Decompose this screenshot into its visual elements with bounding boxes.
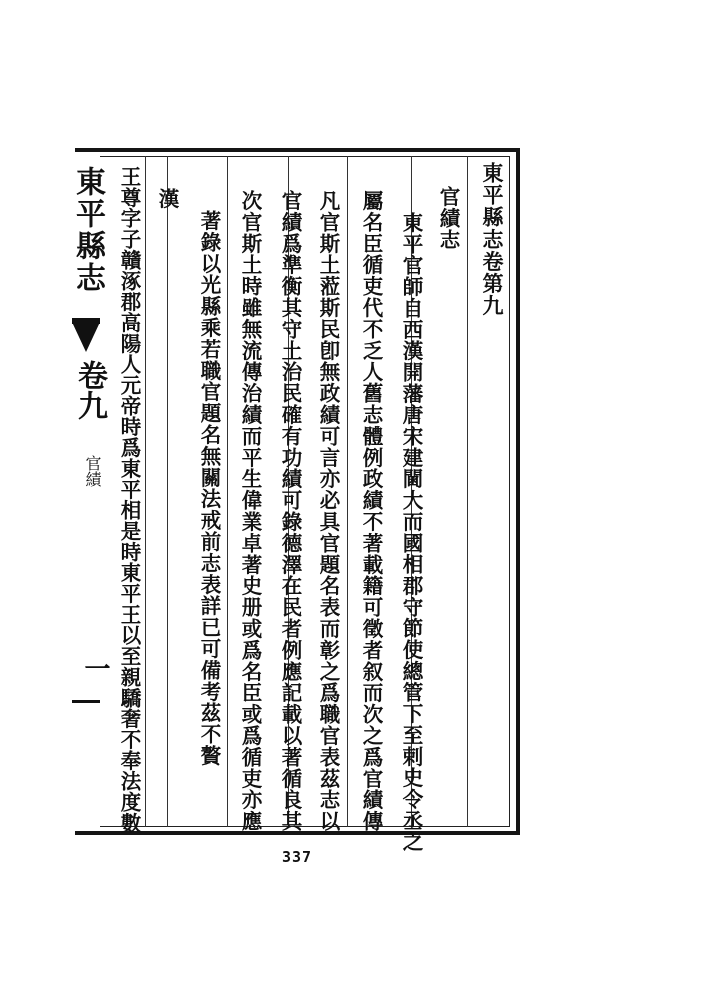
margin-volume: 卷九 [72, 360, 107, 420]
text-column-7: 王尊字子贛涿郡高陽人元帝時爲東平相是時東平王以至親驕奢不奉法度數 [117, 166, 141, 834]
text-column-3: 凡官斯土蒞斯民卽無政績可言亦必具官題名表而彰之爲職官表茲志以 [316, 190, 340, 832]
page-number: 337 [282, 848, 313, 866]
margin-bar [72, 700, 100, 703]
fish-tail-mark [72, 322, 100, 352]
section-heading: 官績志 [436, 186, 460, 251]
dynasty-heading: 漢 [155, 188, 179, 210]
margin-book-title: 東平縣志 [70, 166, 105, 294]
margin-section: 官績 [83, 455, 102, 487]
column-rule [227, 156, 228, 827]
column-rule [145, 156, 146, 827]
text-column-6: 著錄以光縣乘若職官題名無關法戒前志表詳已可備考茲不贅 [197, 210, 221, 767]
text-column-1: 東平官師自西漢開藩唐宋建閫大而國相郡守節使總管下至剌史令丞之 [399, 212, 423, 853]
text-column-2: 屬名臣循吏代不乏人舊志體例政績不著載籍可徵者叙而次之爲官績傳 [359, 190, 383, 832]
volume-heading: 東平縣志卷第九 [480, 162, 505, 317]
margin-top-rule [75, 148, 100, 152]
column-rule [467, 156, 468, 827]
column-rule [347, 156, 348, 827]
text-column-5: 次官斯土時雖無流傳治績而平生偉業卓著史册或爲名臣或爲循吏亦應 [238, 190, 262, 832]
column-rule [167, 156, 168, 827]
margin-page-mark: 一 [80, 655, 110, 681]
text-column-4: 官績爲準衡其守土治民確有功績可錄德澤在民者例應記載以著循良其 [278, 190, 302, 832]
margin-bottom-rule [75, 831, 100, 835]
